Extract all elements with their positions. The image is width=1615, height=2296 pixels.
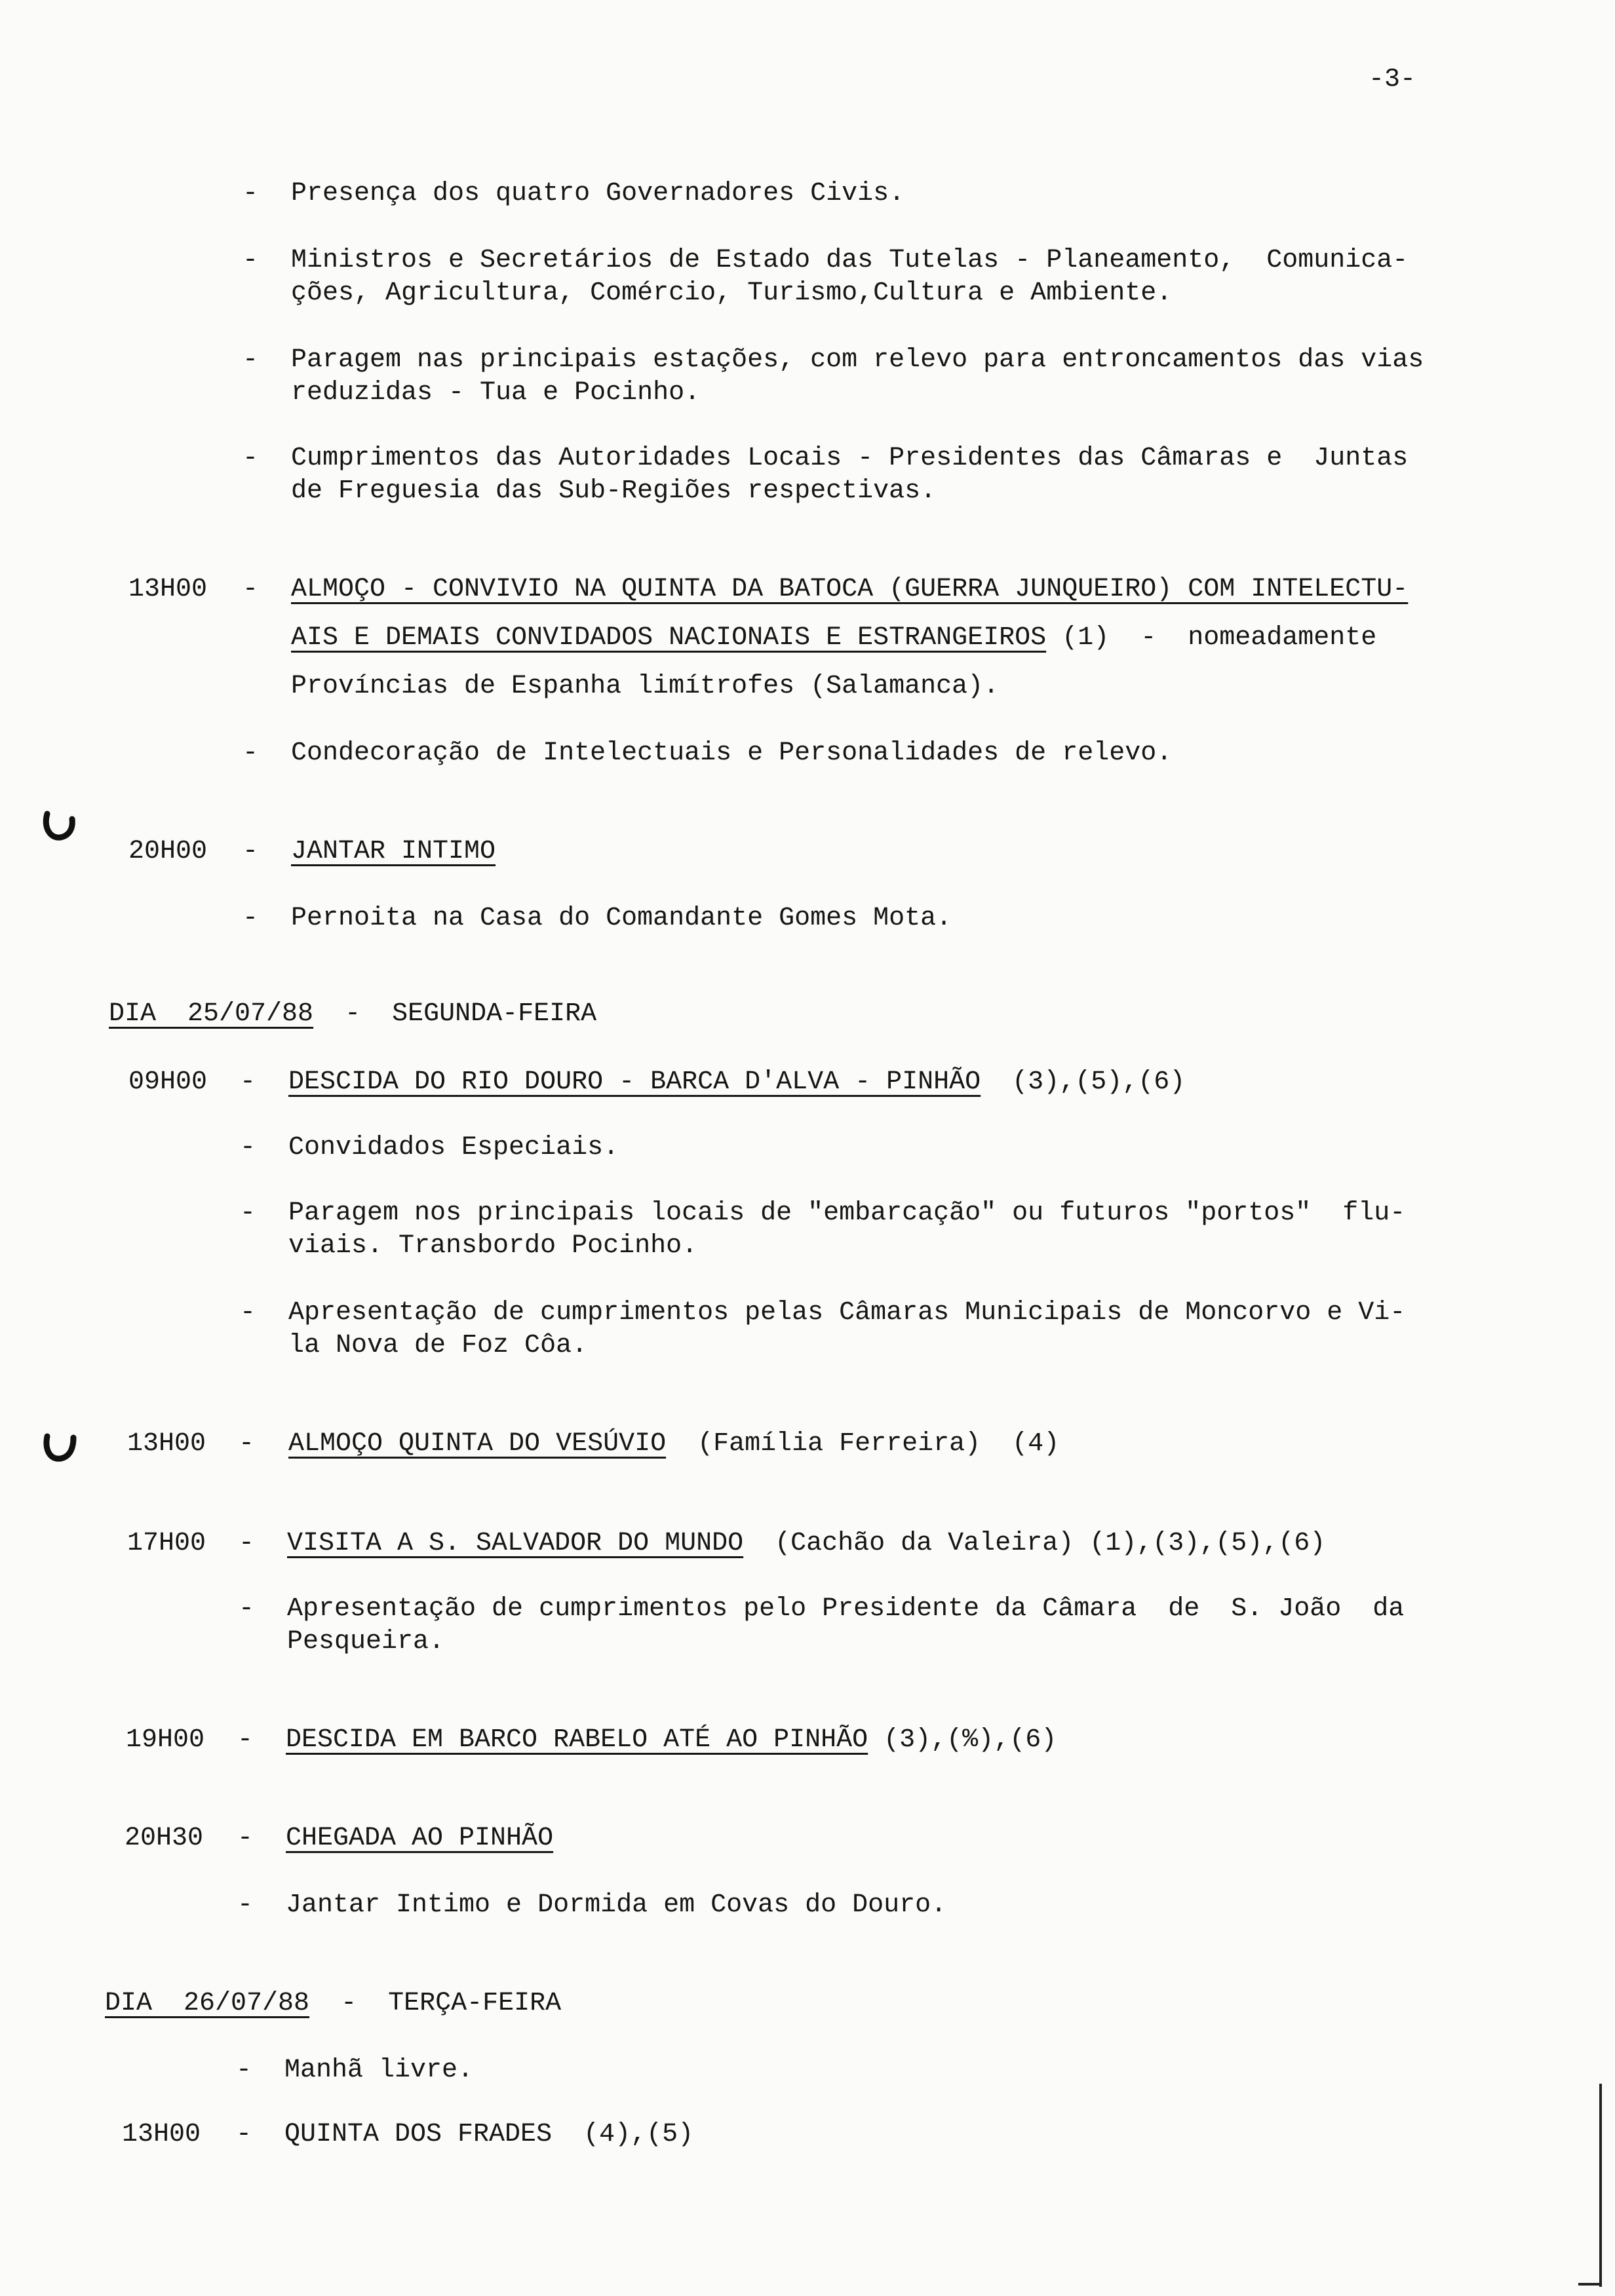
entry-dash: -	[243, 575, 259, 604]
day-weekday: - TERÇA-FEIRA	[309, 1989, 562, 2018]
entry-title-line	[288, 1067, 1185, 1098]
entry-time: 20H00	[128, 837, 208, 866]
entry-text: Províncias de Espanha limítrofes (Salamanca).	[291, 672, 1000, 701]
bullet-text: de Freguesia das Sub-Regiões respectivas.	[291, 476, 937, 506]
entry-time: 13H00	[128, 575, 208, 604]
entry-refs: (3),(%),(6)	[868, 1725, 1057, 1755]
entry-dash: -	[239, 1529, 255, 1558]
entry-time: 17H00	[127, 1529, 206, 1558]
bullet-text: Convidados Especiais.	[288, 1133, 619, 1162]
bullet-dash: -	[243, 345, 259, 375]
bullet-text: Condecoração de Intelectuais e Personalidades de relevo.	[291, 738, 1173, 768]
entry-dash: -	[236, 2120, 252, 2149]
bullet-text: Pernoita na Casa do Comandante Gomes Mota.	[291, 904, 952, 933]
entry-title: CHEGADA AO PINHÃO	[286, 1824, 554, 1853]
bullet-dash: -	[240, 1198, 256, 1228]
bullet-dash: -	[243, 444, 259, 473]
bullet-text: Cumprimentos das Autoridades Locais - Presidentes das Câmaras e Juntas	[291, 444, 1409, 473]
bullet-text: la Nova de Foz Côa.	[288, 1331, 588, 1360]
entry-title: AIS E DEMAIS CONVIDADOS NACIONAIS E ESTRANGEIROS	[291, 623, 1047, 653]
day-weekday: - SEGUNDA-FEIRA	[313, 999, 597, 1029]
bullet-text: Pesqueira.	[287, 1627, 445, 1656]
bullet-text: Manhã livre.	[284, 2056, 474, 2085]
entry-refs: (Família Ferreira) (4)	[666, 1429, 1060, 1459]
entry-dash: -	[240, 1067, 256, 1097]
entry-time: 09H00	[128, 1067, 208, 1097]
entry-title: ALMOÇO - CONVIVIO NA QUINTA DA BATOCA (GUERRA JUNQUEIRO) COM INTELECTU-	[291, 575, 1409, 604]
entry-title: QUINTA DOS FRADES	[284, 2120, 553, 2149]
bullet-text: Apresentação de cumprimentos pelas Câmaras Municipais de Moncorvo e Vi-	[288, 1298, 1406, 1328]
handwritten-check-mark	[41, 807, 77, 844]
entry-title: ALMOÇO QUINTA DO VESÚVIO	[288, 1429, 667, 1459]
entry-title-line2	[291, 622, 1376, 654]
bullet-text: Jantar Intimo e Dormida em Covas do Douro.	[286, 1890, 947, 1920]
day-header	[105, 1988, 561, 2019]
bullet-text: Presença dos quatro Governadores Civis.	[291, 179, 905, 208]
bullet-dash: -	[239, 1594, 255, 1624]
entry-title: JANTAR INTIMO	[291, 837, 496, 866]
entry-title: DESCIDA EM BARCO RABELO ATÉ AO PINHÃO	[286, 1725, 868, 1755]
bullet-text: Paragem nos principais locais de "embarcação" ou futuros "portos" flu-	[288, 1198, 1406, 1228]
bullet-dash: -	[243, 738, 259, 768]
entry-time: 13H00	[127, 1429, 206, 1459]
entry-title-line	[286, 1725, 1057, 1756]
entry-time: 13H00	[122, 2120, 201, 2149]
bullet-text: ções, Agricultura, Comércio, Turismo,Cultura e Ambiente.	[291, 278, 1173, 308]
entry-title-line	[288, 1428, 1059, 1460]
entry-dash: -	[237, 1824, 254, 1853]
bullet-dash: -	[243, 904, 259, 933]
bullet-dash: -	[237, 1890, 254, 1920]
entry-time: 20H30	[125, 1824, 204, 1853]
bullet-text: viais. Transbordo Pocinho.	[288, 1231, 698, 1261]
entry-refs: (4),(5)	[552, 2120, 694, 2149]
entry-refs: (3),(5),(6)	[981, 1067, 1186, 1097]
entry-dash: -	[239, 1429, 255, 1459]
bullet-dash: -	[240, 1133, 256, 1162]
bullet-text: Apresentação de cumprimentos pelo Presidente da Câmara de S. João da	[287, 1594, 1405, 1624]
bullet-text: Paragem nas principais estações, com relevo para entroncamentos das vias	[291, 345, 1424, 375]
entry-time: 19H00	[126, 1725, 205, 1755]
day-date: DIA 26/07/88	[105, 1989, 310, 2018]
bullet-dash: -	[243, 179, 259, 208]
entry-title-line	[284, 2119, 693, 2151]
page-number: -3-	[1369, 65, 1416, 94]
entry-refs: (Cachão da Valeira) (1),(3),(5),(6)	[743, 1529, 1326, 1558]
entry-title: DESCIDA DO RIO DOURO - BARCA D'ALVA - PINHÃO	[288, 1067, 981, 1097]
entry-dash: -	[237, 1725, 254, 1755]
scan-edge-line	[1578, 2283, 1602, 2286]
day-header	[109, 999, 596, 1030]
entry-title: VISITA A S. SALVADOR DO MUNDO	[287, 1529, 744, 1558]
handwritten-check-mark	[41, 1428, 77, 1465]
scan-edge-line	[1599, 2084, 1602, 2287]
entry-title-line	[287, 1528, 1325, 1559]
entry-dash: -	[243, 837, 259, 866]
entry-refs: (1) - nomeadamente	[1046, 623, 1377, 653]
bullet-dash: -	[236, 2056, 252, 2085]
bullet-text: Ministros e Secretários de Estado das Tutelas - Planeamento, Comunica-	[291, 246, 1409, 275]
day-date: DIA 25/07/88	[109, 999, 314, 1029]
bullet-dash: -	[240, 1298, 256, 1328]
bullet-dash: -	[243, 246, 259, 275]
bullet-text: reduzidas - Tua e Pocinho.	[291, 378, 701, 408]
